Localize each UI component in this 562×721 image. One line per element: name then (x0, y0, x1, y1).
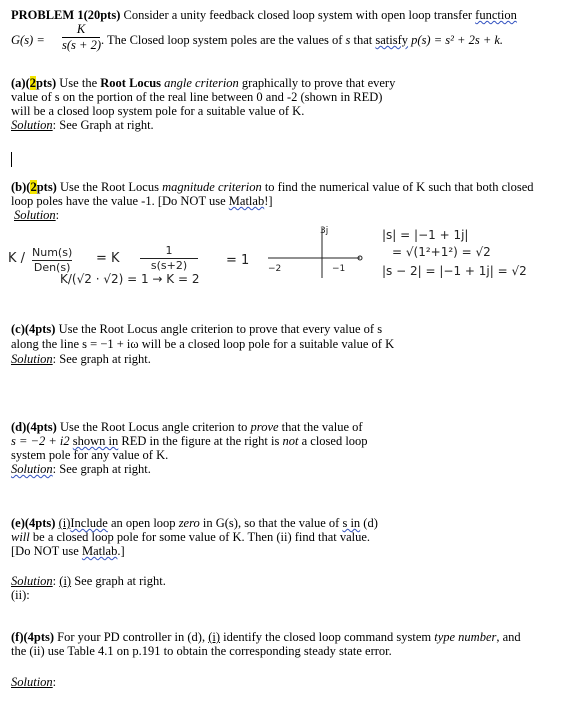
hand-eq2: = 1 (226, 253, 250, 268)
part-b-solution: Solution: (14, 208, 60, 222)
part-c-line1: (c)(4pts) Use the Root Locus angle criterion to prove that every value of s (11, 322, 383, 336)
poles-sentence: . The Closed loop system poles are the values of s that satisfy p(s) = s² + 2s + k. (101, 33, 504, 47)
part-e-line1: (e)(4pts) (i)Include an open loop zero in G(s), so that the value of s in (d) (11, 516, 378, 530)
problem-title: PROBLEM 1(20pts) (11, 8, 121, 22)
part-e-line2: will be a closed loop pole for some value of K. Then (ii) find that value. (11, 530, 371, 544)
problem-intro-line (11, 8, 517, 22)
part-a-solution: Solution: See Graph at right. (11, 118, 154, 132)
part-f-solution: Solution: (11, 675, 57, 689)
g-numerator: K (76, 22, 86, 36)
sketch-label-top: 3j (320, 226, 329, 236)
part-a-line3: will be a closed loop system pole for a suitable value of K. (11, 104, 305, 118)
part-b-line1: (b)(2pts) Use the Root Locus magnitude criterion to find the numerical value of K such that both closed (11, 180, 534, 194)
sketch-label-left: −2 (268, 264, 282, 274)
part-e-line3: [Do NOT use Matlab.] (11, 544, 125, 558)
part-a-line1: (a)(2pts) Use the Root Locus angle criterion graphically to prove that every (11, 76, 396, 90)
hand-abs-s2: |s − 2| = |−1 + 1j| = √2 (382, 264, 527, 278)
part-e-solution: Solution: (i) See graph at right. (11, 574, 166, 588)
problem-intro: Consider a unity feedback closed loop system with open loop transfer (123, 8, 473, 22)
part-d-line3: system pole for any value of K. (11, 448, 169, 462)
part-b-line2: loop poles have the value -1. [Do NOT use Matlab!] (11, 194, 273, 208)
sketch-label-mid: −1 (332, 264, 346, 274)
part-c-solution: Solution: See graph at right. (11, 352, 151, 366)
hand-eq1: = K (96, 251, 120, 266)
hand-abs-s-val: = √(1²+1²) = √2 (392, 245, 491, 259)
hand-k-fraction: Num(s) Den(s) (32, 246, 73, 274)
function-word: function (475, 8, 517, 22)
part-f-line2: the (ii) use Table 4.1 on p.191 to obtain the corresponding steady state error. (11, 644, 392, 658)
part-f-line1: (f)(4pts) For your PD controller in (d), (i) identify the closed loop command system type number, and (11, 630, 521, 644)
hand-result: K/(√2 · √2) = 1 → K = 2 (60, 272, 200, 286)
part-d-line2: s = −2 + i2 shown in RED in the figure at the right is not a closed loop (11, 434, 368, 448)
characteristic-polynomial: p(s) = s² + 2s + k. (411, 33, 504, 47)
part-a-highlight: 2 (29, 76, 36, 90)
g-fraction (62, 22, 100, 52)
hand-abs-s: |s| = |−1 + 1j| (382, 228, 469, 242)
part-a-line2: value of s on the portion of the real line between 0 and -2 (shown in RED) (11, 90, 383, 104)
hand-k-label: K / (8, 251, 26, 266)
part-c-line2: along the line s = −1 + iω will be a closed loop pole for a suitable value of K (11, 337, 395, 351)
g-lhs: G(s) = (11, 33, 45, 47)
text-cursor (11, 152, 12, 167)
g-denominator: s(s + 2) (62, 38, 101, 52)
hand-fraction2: 1 s(s+2) (140, 244, 198, 273)
part-d-solution: Solution: See graph at right. (11, 462, 151, 476)
part-e-ii: (ii): (11, 588, 30, 602)
part-b-highlight: 2 (30, 180, 37, 194)
matlab-word: Matlab (228, 194, 265, 208)
satisfy-word: satisfy (375, 33, 409, 47)
part-d-line1: (d)(4pts) Use the Root Locus angle criterion to prove that the value of (11, 420, 363, 434)
